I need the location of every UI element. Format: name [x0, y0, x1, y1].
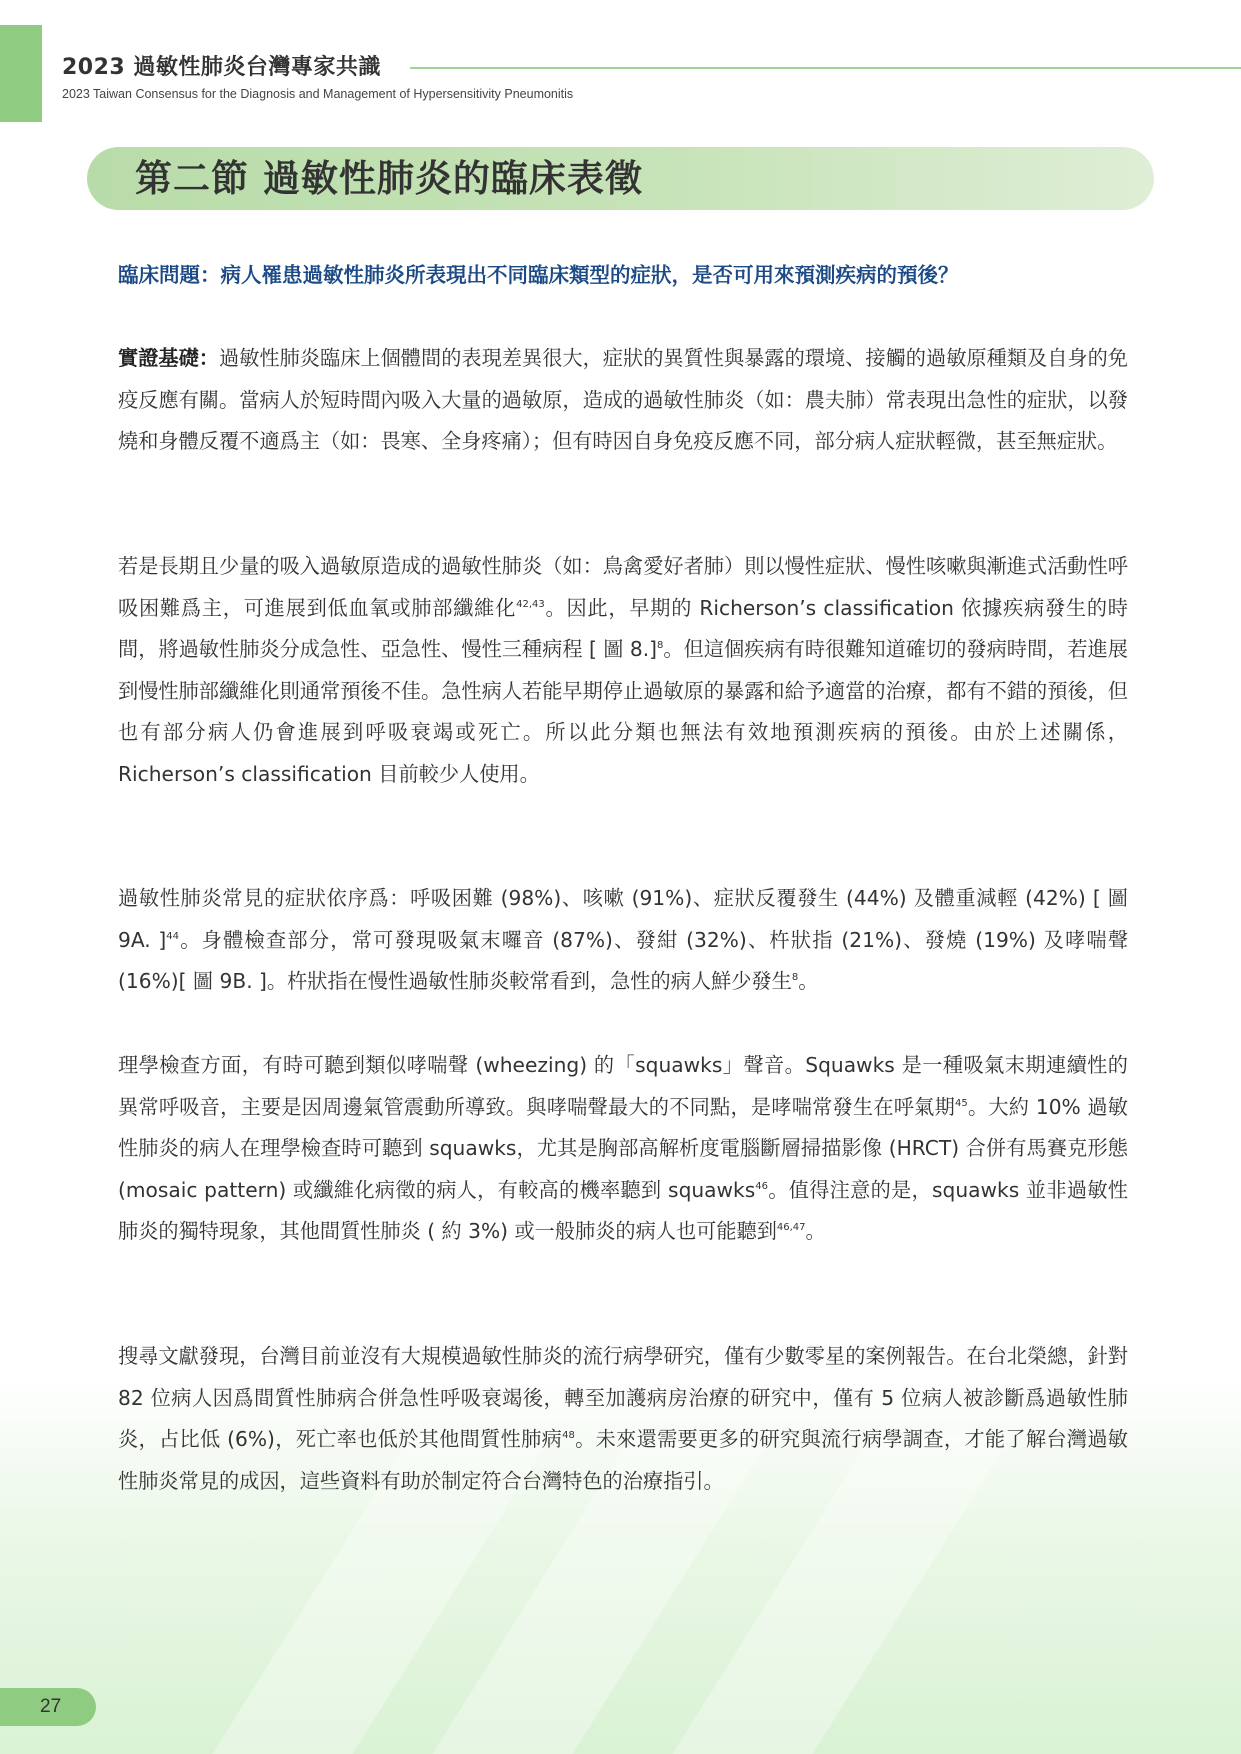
paragraph-chronic-classification	[118, 546, 1128, 795]
citation-ref: 8	[657, 640, 664, 651]
paragraph-text: 。	[805, 1219, 826, 1243]
paragraph-taiwan-epidemiology	[118, 1336, 1128, 1502]
paragraph-text: 若是長期且少量的吸入過敏原造成的過敏性肺炎（如：鳥禽愛好者肺）則以慢性症狀、慢性咳嗽與漸進式活動性呼吸困難爲主，可進展到低血氧或肺部纖維化	[118, 554, 1128, 620]
paragraph-text: 過敏性肺炎常見的症狀依序爲：呼吸困難 (98%)、咳嗽 (91%)、症狀反覆發生 (44%) 及體重減輕 (42%) [ 圖 9A. ]	[118, 886, 1128, 952]
paragraph-evidence-basis	[118, 338, 1128, 463]
document-title: 2023 過敏性肺炎台灣專家共識	[62, 55, 381, 80]
paragraph-text: 理學檢查方面，有時可聽到類似哮喘聲 (wheezing) 的「squawks」聲音。Squawks 是一種吸氣末期連續性的異常呼吸音，主要是因周邊氣管震動所導致。與哮喘聲最大的不同點，是哮喘常發生在呼氣期	[118, 1053, 1128, 1119]
page-number-tab	[0, 1688, 96, 1726]
paragraph-text: 。但這個疾病有時很難知道確切的發病時間，若進展到慢性肺部纖維化則通常預後不佳。急性病人若能早期停止過敏原的暴露和給予適當的治療，都有不錯的預後，但也有部分病人仍會進展到呼吸衰竭或死亡。所以此分類也無法有效地預測疾病的預後。由於上述關係，Richerson’s classification 目前較少人使用。	[118, 637, 1128, 786]
paragraph-text: 。值得注意的是，squawks 並非過敏性肺炎的獨特現象，其他間質性肺炎 ( 約 3%) 或一般肺炎的病人也可能聽到	[118, 1177, 1128, 1243]
paragraph-text: 。因此，早期的 Richerson’s classification 依據疾病發生的時間，將過敏性肺炎分成急性、亞急性、慢性三種病程 [ 圖 8.]	[118, 595, 1128, 661]
citation-ref: 8	[791, 972, 799, 983]
paragraph-text: 搜尋文獻發現，台灣目前並沒有大規模過敏性肺炎的流行病學研究，僅有少數零星的案例報告。在台北榮總，針對 82 位病人因爲間質性肺病合併急性呼吸衰竭後，轉至加護病房治療的研究中，僅有 5 位病人被診斷爲過敏性肺炎，占比低 (6%)，死亡率也低於其他間質性肺病	[118, 1344, 1128, 1451]
citation-ref: 45	[955, 1097, 968, 1109]
header-accent-bar	[0, 25, 42, 122]
page-number: 27	[40, 1696, 62, 1717]
evidence-lead: 實證基礎：	[118, 346, 219, 370]
paragraph-text: 。大約 10% 過敏性肺炎的病人在理學檢查時可聽到 squawks，尤其是胸部高解析度電腦斷層掃描影像 (HRCT) 合併有馬賽克形態 (mosaic pattern) 或纖維化病徵的病人，有較高的機率聽到 squawks	[118, 1094, 1128, 1202]
section-title: 第二節 過敏性肺炎的臨床表徵	[135, 157, 643, 200]
citation-ref: 46,47	[776, 1222, 806, 1233]
citation-ref: 44	[166, 930, 179, 942]
citation-ref: 48	[562, 1430, 575, 1441]
paragraph-text: 。身體檢查部分，常可發現吸氣末囉音 (87%)、發紺 (32%)、杵狀指 (21%)、發燒 (19%) 及哮喘聲 (16%)[ 圖 9B. ]。杵狀指在慢性過敏性肺炎較常看到，急性的病人鮮少發生	[118, 927, 1129, 993]
header-divider	[410, 67, 1241, 69]
document-subtitle: 2023 Taiwan Consensus for the Diagnosis and Management of Hypersensitivity Pneumonitis	[62, 87, 574, 101]
clinical-question: 臨床問題：病人罹患過敏性肺炎所表現出不同臨床類型的症狀，是否可用來預測疾病的預後？	[118, 263, 959, 287]
paragraph-squawks	[118, 1045, 1128, 1253]
paragraph-text: 。未來還需要更多的研究與流行病學調查，才能了解台灣過敏性肺炎常見的成因，這些資料有助於制定符合台灣特色的治療指引。	[118, 1427, 1128, 1493]
paragraph-text: 過敏性肺炎臨床上個體間的表現差異很大，症狀的異質性與暴露的環境、接觸的過敏原種類及自身的免疫反應有關。當病人於短時間內吸入大量的過敏原，造成的過敏性肺炎（如：農夫肺）常表現出急性的症狀，以發燒和身體反覆不適爲主（如：畏寒、全身疼痛）；但有時因自身免疫反應不同，部分病人症狀輕微，甚至無症狀。	[118, 346, 1128, 453]
citation-ref: 46	[755, 1180, 768, 1192]
section-banner	[87, 147, 1154, 210]
paragraph-text: 。	[798, 969, 819, 993]
paragraph-symptoms	[118, 878, 1128, 1003]
citation-ref: 42,43	[516, 598, 545, 610]
